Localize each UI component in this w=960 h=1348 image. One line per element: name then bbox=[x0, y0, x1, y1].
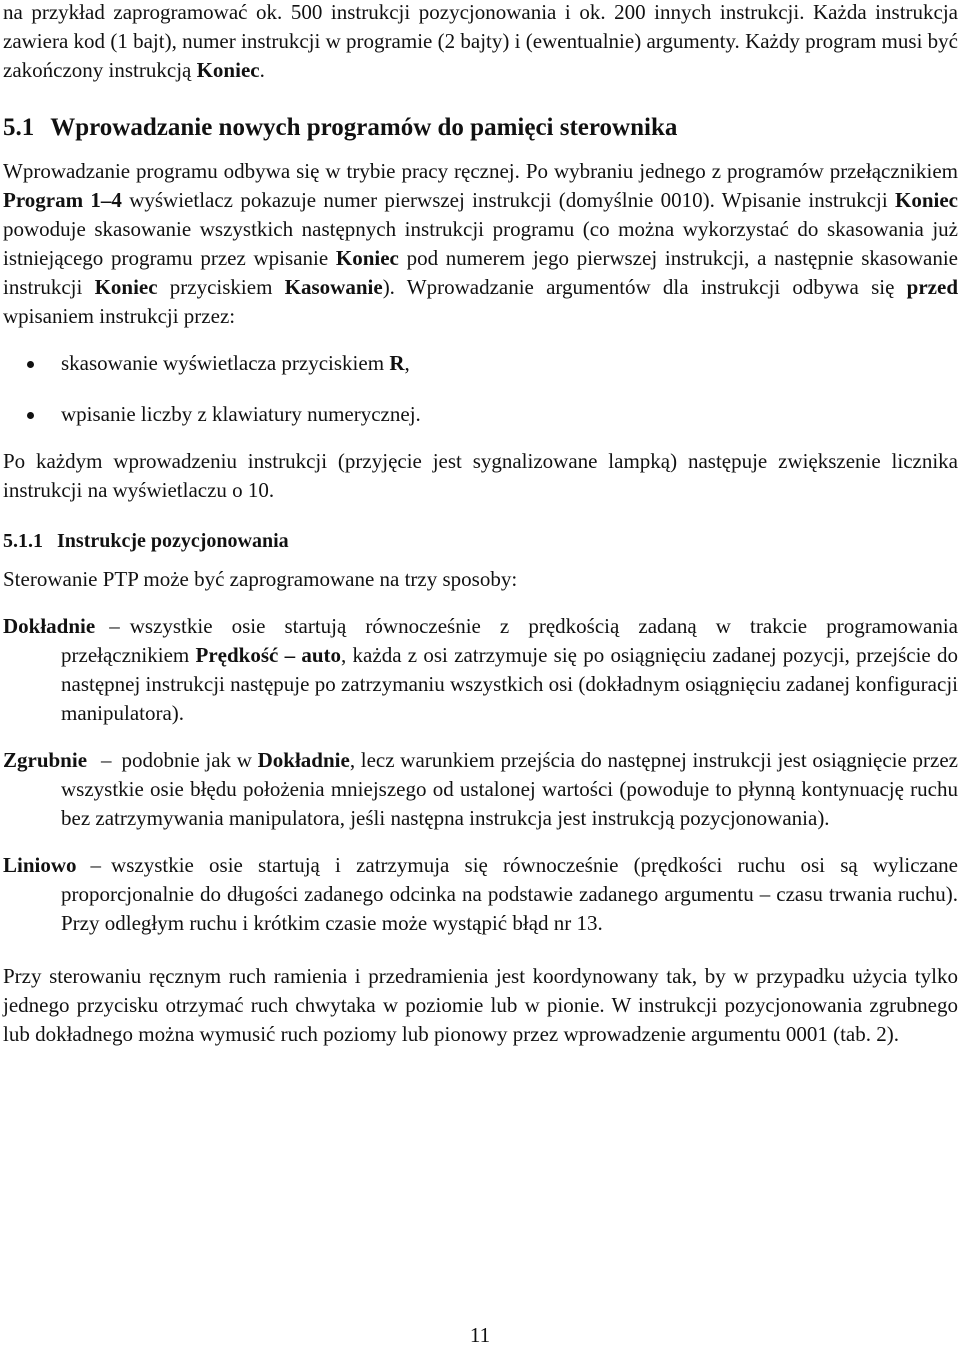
p1-text-7: wpisaniem instrukcji przez: bbox=[3, 304, 236, 328]
mode-dash: – bbox=[109, 614, 120, 638]
p1-text-2: wyświetlacz pokazuje numer pierwszej instrukcji (domyślnie 0010). Wpisanie instrukcji bbox=[121, 188, 895, 212]
bullet-text: wpisanie liczby z klawiatury numerycznej. bbox=[61, 402, 421, 426]
mode-bold: Prędkość – auto bbox=[195, 643, 342, 667]
p1-text-3: powoduje skasowanie wszystkich następnych instrukcji programu (co można wykorzystać do skasowania już istniejącego programu przez wpisanie bbox=[3, 217, 958, 270]
p1-text-4: pod numerem jego pierwszej instrukcji, a następnie skasowanie instrukcji bbox=[3, 246, 958, 299]
mode-text-1: podobnie jak w bbox=[121, 748, 258, 772]
list-item bbox=[3, 349, 958, 378]
mode-text-1: wszystkie osie startują równocześnie z prędkością zadaną w trakcie programowania przełącznikiem bbox=[61, 614, 958, 667]
p1-bold-1: Program 1–4 bbox=[3, 188, 122, 212]
paragraph-counter: Po każdym wprowadzeniu instrukcji (przyjęcie jest sygnalizowane lampką) następuje zwiększenie licznika instrukcji na wyświetlaczu o 10. bbox=[3, 449, 958, 502]
bullet-icon bbox=[27, 361, 34, 368]
p1-text-1: Wprowadzanie programu odbywa się w trybie pracy ręcznej. Po wybraniu jednego z programów przełącznikiem bbox=[3, 159, 958, 183]
list-item bbox=[3, 400, 958, 429]
paragraph-manual-control: Przy sterowaniu ręcznym ruch ramienia i przedramienia jest koordynowany tak, by w przypadku użycia tylko jednego przycisku otrzymać ruch chwytaka w poziomie lub w pionie. W instrukcji pozycjonowania zgrubnego lub dokładnego można wymusić ruch poziomy lub pionowy przez wprowadzenie argumentu 0001 (tab. 2). bbox=[3, 964, 958, 1046]
intro-end-keyword: Koniec bbox=[196, 58, 260, 82]
mode-definition-list bbox=[3, 612, 958, 938]
section-number: 5.1 bbox=[3, 114, 35, 141]
p1-text-6: ). Wprowadzanie argumentów dla instrukcji odbywa się bbox=[382, 275, 907, 299]
subsection-number: 5.1.1 bbox=[3, 530, 43, 552]
mode-bold: Dokładnie bbox=[257, 748, 350, 772]
mode-text-1: wszystkie osie startują i zatrzymuja się równocześnie (prędkości ruchu osi są wyliczane proporcjonalnie do długości zadanego odcinka na podstawie zadanego argumentu – czasu trwania ruchu). Przy odległym ruchu i krótkim czasie może wystąpić błąd nr 13. bbox=[61, 853, 958, 935]
bullet-text: skasowanie wyświetlacza przyciskiem bbox=[61, 351, 390, 375]
mode-term: Liniowo bbox=[3, 853, 77, 877]
mode-definition bbox=[3, 851, 958, 938]
p1-text-5: przyciskiem bbox=[157, 275, 285, 299]
p1-bold-3: Koniec bbox=[335, 246, 399, 270]
p1-bold-5: Kasowanie bbox=[284, 275, 383, 299]
intro-end-punct: . bbox=[259, 58, 265, 82]
paragraph-program-entry bbox=[3, 157, 958, 331]
p1-bold-4: Koniec bbox=[94, 275, 158, 299]
mode-text-2: , każda z osi zatrzymuje się po osiągnięciu zadanej pozycji, przejście do następnej instrukcji następuje po zatrzymaniu wszystkich osi (dokładnym osiągnięciu zadanej konfiguracji manipulatora). bbox=[61, 643, 958, 725]
mode-definition bbox=[3, 612, 958, 728]
p1-bold-2: Koniec bbox=[895, 188, 958, 212]
intro-text: na przykład zaprogramować ok. 500 instrukcji pozycjonowania i ok. 200 innych instrukcji. Każda instrukcja zawiera kod (1 bajt), numer instrukcji w programie (2 bajty) i (ewentualnie) argumenty. Każdy program musi być zakończony instrukcją bbox=[3, 0, 958, 82]
mode-definition bbox=[3, 746, 958, 833]
section-title: Wprowadzanie nowych programów do pamięci sterownika bbox=[50, 114, 678, 141]
p1-bold-6: przed bbox=[906, 275, 958, 299]
section-heading bbox=[3, 111, 958, 145]
paragraph-ptp: Sterowanie PTP może być zaprogramowane na trzy sposoby: bbox=[3, 567, 518, 591]
page-number: 11 bbox=[469, 1323, 491, 1347]
mode-term: Zgrubnie bbox=[3, 748, 88, 772]
bullet-list bbox=[3, 349, 958, 429]
mode-text-2: , lecz warunkiem przejścia do następnej instrukcji jest osiągnięcie przez wszystkie osie błędu położenia mniejszego od ustalonej wartości (powoduje to płynną kontynuację ruchu bez zatrzymywania manipulatora, jeśli następna instrukcja jest instrukcją pozycjonowania). bbox=[61, 748, 958, 830]
intro-paragraph bbox=[3, 0, 958, 85]
subsection-title: Instrukcje pozycjonowania bbox=[57, 530, 289, 552]
bullet-bold: R bbox=[389, 351, 405, 375]
mode-term: Dokładnie bbox=[3, 614, 96, 638]
bullet-tail: , bbox=[404, 351, 410, 375]
subsection-heading bbox=[3, 527, 958, 555]
bullet-icon bbox=[27, 412, 34, 419]
mode-dash: – bbox=[101, 748, 112, 772]
document-page bbox=[3, 0, 958, 1049]
mode-dash: – bbox=[90, 853, 102, 877]
